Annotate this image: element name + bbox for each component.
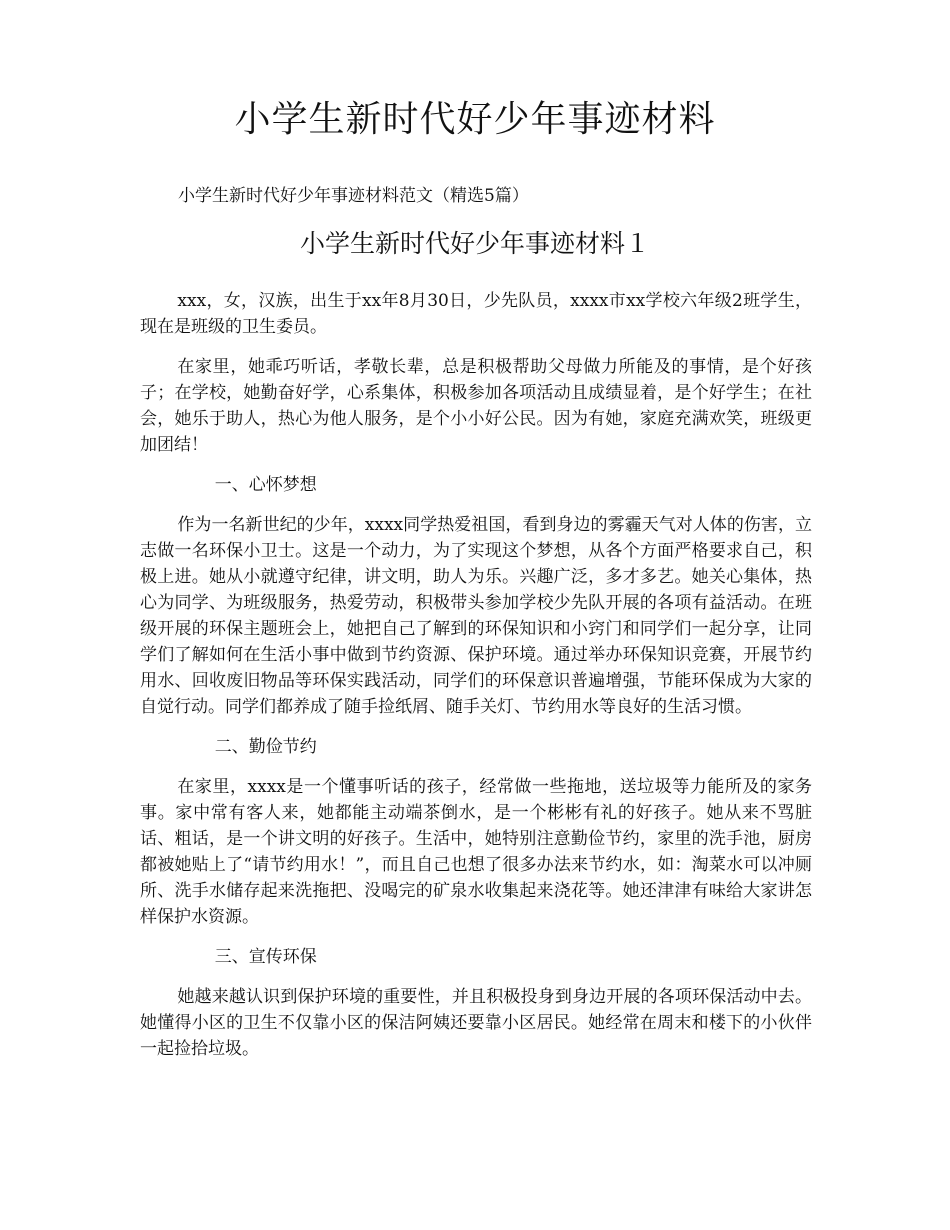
document-body [140, 288, 812, 1076]
heading-dream: 一、心怀梦想 [214, 475, 317, 495]
paragraph-thrift: 在家里，xxxx是一个懂事听话的孩子，经常做一些拖地，送垃圾等力能所及的家务事。家中常有客人来，她都能主动端茶倒水，是一个彬彬有礼的好孩子。她从来不骂脏话、粗话，是一个讲文明的好孩子。生活中，她特别注意勤俭节约，家里的洗手池，厨房都被她贴上了“请节约用水！”，而且自己也想了很多办法来节约水，如：淘菜水可以冲厕所、洗手水储存起来洗拖把、没喝完的矿泉水收集起来浇花等。她还津津有味给大家讲怎样保护水资源。 [140, 777, 812, 927]
document-title: 小学生新时代好少年事迹材料 [234, 99, 716, 140]
paragraph-environment: 她越来越认识到保护环境的重要性，并且积极投身到身边开展的各项环保活动中去。她懂得小区的卫生不仅靠小区的保洁阿姨还要靠小区居民。她经常在周末和楼下的小伙伴一起捡拾垃圾。 [140, 987, 812, 1059]
heading-environment: 三、宣传环保 [214, 947, 317, 967]
section-title: 小学生新时代好少年事迹材料１ [299, 229, 650, 258]
paragraph-summary: 在家里，她乖巧听话，孝敬长辈，总是积极帮助父母做力所能及的事情，是个好孩子；在学校，她勤奋好学，心系集体，积极参加各项活动且成绩显着，是个好学生；在社会，她乐于助人，热心为他人服务，是个小小好公民。因为有她，家庭充满欢笑，班级更加团结！ [140, 357, 812, 455]
heading-thrift: 二、勤俭节约 [214, 737, 317, 757]
document-subtitle: 小学生新时代好少年事迹材料范文（精选5篇） [178, 186, 529, 206]
paragraph-dream: 作为一名新世纪的少年，xxxx同学热爱祖国，看到身边的雾霾天气对人体的伤害，立志做一名环保小卫士。这是一个动力，为了实现这个梦想，从各个方面严格要求自己，积极上进。她从小就遵守纪律，讲文明，助人为乐。兴趣广泛，多才多艺。她关心集体，热心为同学、为班级服务，热爱劳动，积极带头参加学校少先队开展的各项有益活动。在班级开展的环保主题班会上，她把自己了解到的环保知识和小窍门和同学们一起分享，让同学们了解如何在生活小事中做到节约资源、保护环境。通过举办环保知识竞赛，开展节约用水、回收废旧物品等环保实践活动，同学们的环保意识普遍增强，节能环保成为大家的自觉行动。同学们都养成了随手捡纸屑、随手关灯、节约用水等良好的生活习惯。 [140, 515, 812, 717]
paragraph-intro: xxx，女，汉族，出生于xx年8月30日，少先队员，xxxx市xx学校六年级2班学生，现在是班级的卫生委员。 [140, 291, 812, 337]
